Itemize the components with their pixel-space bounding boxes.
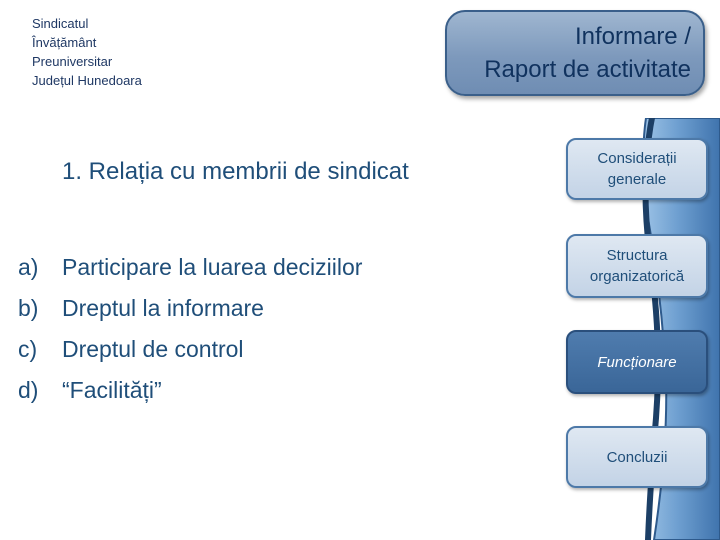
list-item-text: “Facilități” xyxy=(62,377,162,403)
nav-item-structura-organizatorica[interactable] xyxy=(566,234,708,298)
nav-item-label-line-1: Concluzii xyxy=(606,448,668,466)
nav-item-label-line-1: Funcționare xyxy=(597,353,677,371)
page-title-line-1: Informare / xyxy=(574,23,691,50)
list-item-marker: b) xyxy=(18,295,39,321)
organization-name xyxy=(32,14,232,90)
nav-item-functionare[interactable] xyxy=(566,330,708,394)
nav-item-label-line-2: organizatorică xyxy=(589,268,685,285)
organization-name-line-3: Preuniversitar xyxy=(32,54,113,69)
list-item-marker: a) xyxy=(18,254,39,280)
organization-name-line-1: Sindicatul xyxy=(32,16,89,31)
list-item xyxy=(18,370,362,411)
organization-name-line-2: Învățământ xyxy=(32,35,97,50)
nav-item-label-line-1: Considerații xyxy=(597,150,677,167)
page-title-line-2: Raport de activitate xyxy=(484,56,691,83)
list-item xyxy=(18,288,362,329)
nav-item-concluzii[interactable] xyxy=(566,426,708,488)
section-title: 1. Relația cu membrii de sindicat xyxy=(62,158,409,185)
list-item-marker: c) xyxy=(18,336,38,362)
nav-item-consideratii-generale[interactable] xyxy=(566,138,708,200)
topic-list xyxy=(18,247,362,411)
page-title-box xyxy=(445,10,705,96)
nav-item-label-line-1: Structura xyxy=(606,247,668,264)
list-item-text: Dreptul la informare xyxy=(62,295,264,321)
nav-item-label-line-2: generale xyxy=(607,171,667,188)
list-item-text: Dreptul de control xyxy=(62,336,244,362)
list-item xyxy=(18,247,362,288)
organization-name-line-4: Județul Hunedoara xyxy=(32,73,142,88)
list-item xyxy=(18,329,362,370)
list-item-text: Participare la luarea deciziilor xyxy=(62,254,363,280)
list-item-marker: d) xyxy=(18,377,39,403)
